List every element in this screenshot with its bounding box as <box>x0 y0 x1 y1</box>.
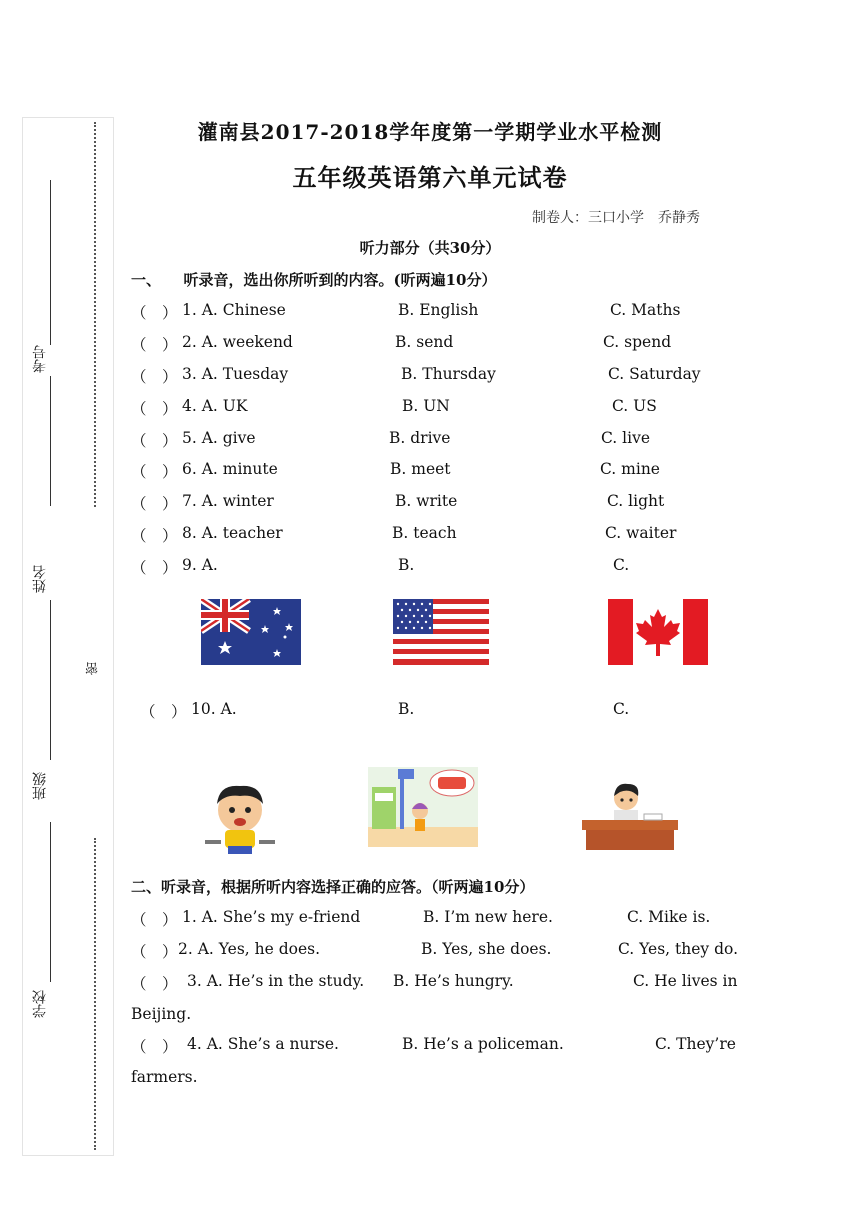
usa-flag-image <box>393 599 489 665</box>
option-b: B. <box>398 700 415 718</box>
answer-paren[interactable]: （ ） <box>131 975 178 993</box>
answer-paren[interactable]: （ ） <box>131 400 178 418</box>
answer-paren[interactable]: （ ） <box>140 703 187 721</box>
option-c: C. <box>613 700 630 718</box>
canada-flag-image <box>608 599 708 665</box>
option-a: 4. A. UK <box>182 397 248 415</box>
option-b: B. send <box>395 333 454 351</box>
option-a: 7. A. winter <box>182 492 274 510</box>
option-a: 5. A. give <box>182 429 256 447</box>
option-b: B. Thursday <box>401 365 496 383</box>
option-c: C. Saturday <box>608 365 701 383</box>
option-c-continued: farmers. <box>131 1068 198 1086</box>
option-b: B. drive <box>389 429 451 447</box>
option-c: C. US <box>612 397 657 415</box>
option-c: C. spend <box>603 333 672 351</box>
hungry-boy-image <box>195 778 285 856</box>
option-a: 3. A. Tuesday <box>182 365 289 383</box>
binding-label-name: 姓名 <box>32 565 48 593</box>
option-b: B. English <box>398 301 479 319</box>
binding-label-school: 学校 <box>32 990 48 1018</box>
section1-title: 一、 听录音，选出你所听到的内容。(听两遍10分） <box>131 271 497 289</box>
answer-paren[interactable]: （ ） <box>131 432 178 450</box>
australia-flag-image <box>201 599 301 665</box>
option-b: B. meet <box>390 460 451 478</box>
option-c: C. He lives in <box>633 972 738 990</box>
option-b: B. <box>398 556 415 574</box>
answer-paren[interactable]: （ ） <box>131 527 178 545</box>
bus-stop-girl-image <box>368 767 478 847</box>
option-a: 4. A. She’s a nurse. <box>187 1035 339 1053</box>
answer-paren[interactable]: （ ） <box>131 304 178 322</box>
option-a: 10. A. <box>191 700 237 718</box>
answer-paren[interactable]: （ ） <box>131 368 178 386</box>
binding-label-exam-no: 考号 <box>32 345 48 373</box>
exam-subtitle: 五年级英语第六单元试卷 <box>292 164 568 192</box>
option-c: C. <box>613 556 630 574</box>
binding-fill-line <box>50 180 51 345</box>
option-a: 1. A. Chinese <box>182 301 286 319</box>
option-c: C. light <box>607 492 665 510</box>
option-c: C. live <box>601 429 651 447</box>
binding-label-class: 班级 <box>32 772 48 800</box>
option-b: B. Yes, she does. <box>421 940 552 958</box>
option-c: C. mine <box>600 460 660 478</box>
binding-dotted-line-bottom <box>94 838 96 1150</box>
binding-secret-mark: 密 <box>86 662 101 675</box>
option-c: C. waiter <box>605 524 677 542</box>
option-b: B. He’s a policeman. <box>402 1035 564 1053</box>
option-a: 6. A. minute <box>182 460 278 478</box>
option-c: C. Yes, they do. <box>618 940 739 958</box>
option-a: 3. A. He’s in the study. <box>187 972 365 990</box>
option-a: 2. A. weekend <box>182 333 293 351</box>
binding-fill-line <box>50 376 51 506</box>
option-a: 8. A. teacher <box>182 524 283 542</box>
listening-part-title: 听力部分（共30分） <box>359 239 501 257</box>
option-b: B. teach <box>392 524 457 542</box>
option-a: 9. A. <box>182 556 218 574</box>
option-a: 1. A. She’s my e-friend <box>182 908 361 926</box>
answer-paren[interactable]: （ ） <box>131 336 178 354</box>
option-b: B. I’m new here. <box>423 908 553 926</box>
option-c: C. Maths <box>610 301 681 319</box>
section2-title: 二、听录音，根据所听内容选择正确的应答。（听两遍10分） <box>131 878 535 896</box>
exam-author: 制卷人：三口小学 乔静秀 <box>532 210 700 226</box>
option-c: C. Mike is. <box>627 908 711 926</box>
answer-paren[interactable]: （ ） <box>131 559 178 577</box>
exam-title: 灌南县2017-2018学年度第一学期学业水平检测 <box>197 120 663 144</box>
answer-paren[interactable]: （ ） <box>131 911 178 929</box>
option-b: B. write <box>395 492 458 510</box>
answer-paren[interactable]: （ ） <box>131 943 178 961</box>
teacher-at-desk-image <box>580 778 680 850</box>
answer-paren[interactable]: （ ） <box>131 1038 178 1056</box>
option-b: B. UN <box>402 397 450 415</box>
binding-fill-line <box>50 822 51 982</box>
option-c: C. They’re <box>655 1035 736 1053</box>
answer-paren[interactable]: （ ） <box>131 495 178 513</box>
option-a: 2. A. Yes, he does. <box>178 940 321 958</box>
answer-paren[interactable]: （ ） <box>131 463 178 481</box>
option-b: B. He’s hungry. <box>393 972 514 990</box>
binding-fill-line <box>50 600 51 760</box>
option-c-continued: Beijing. <box>131 1005 192 1023</box>
